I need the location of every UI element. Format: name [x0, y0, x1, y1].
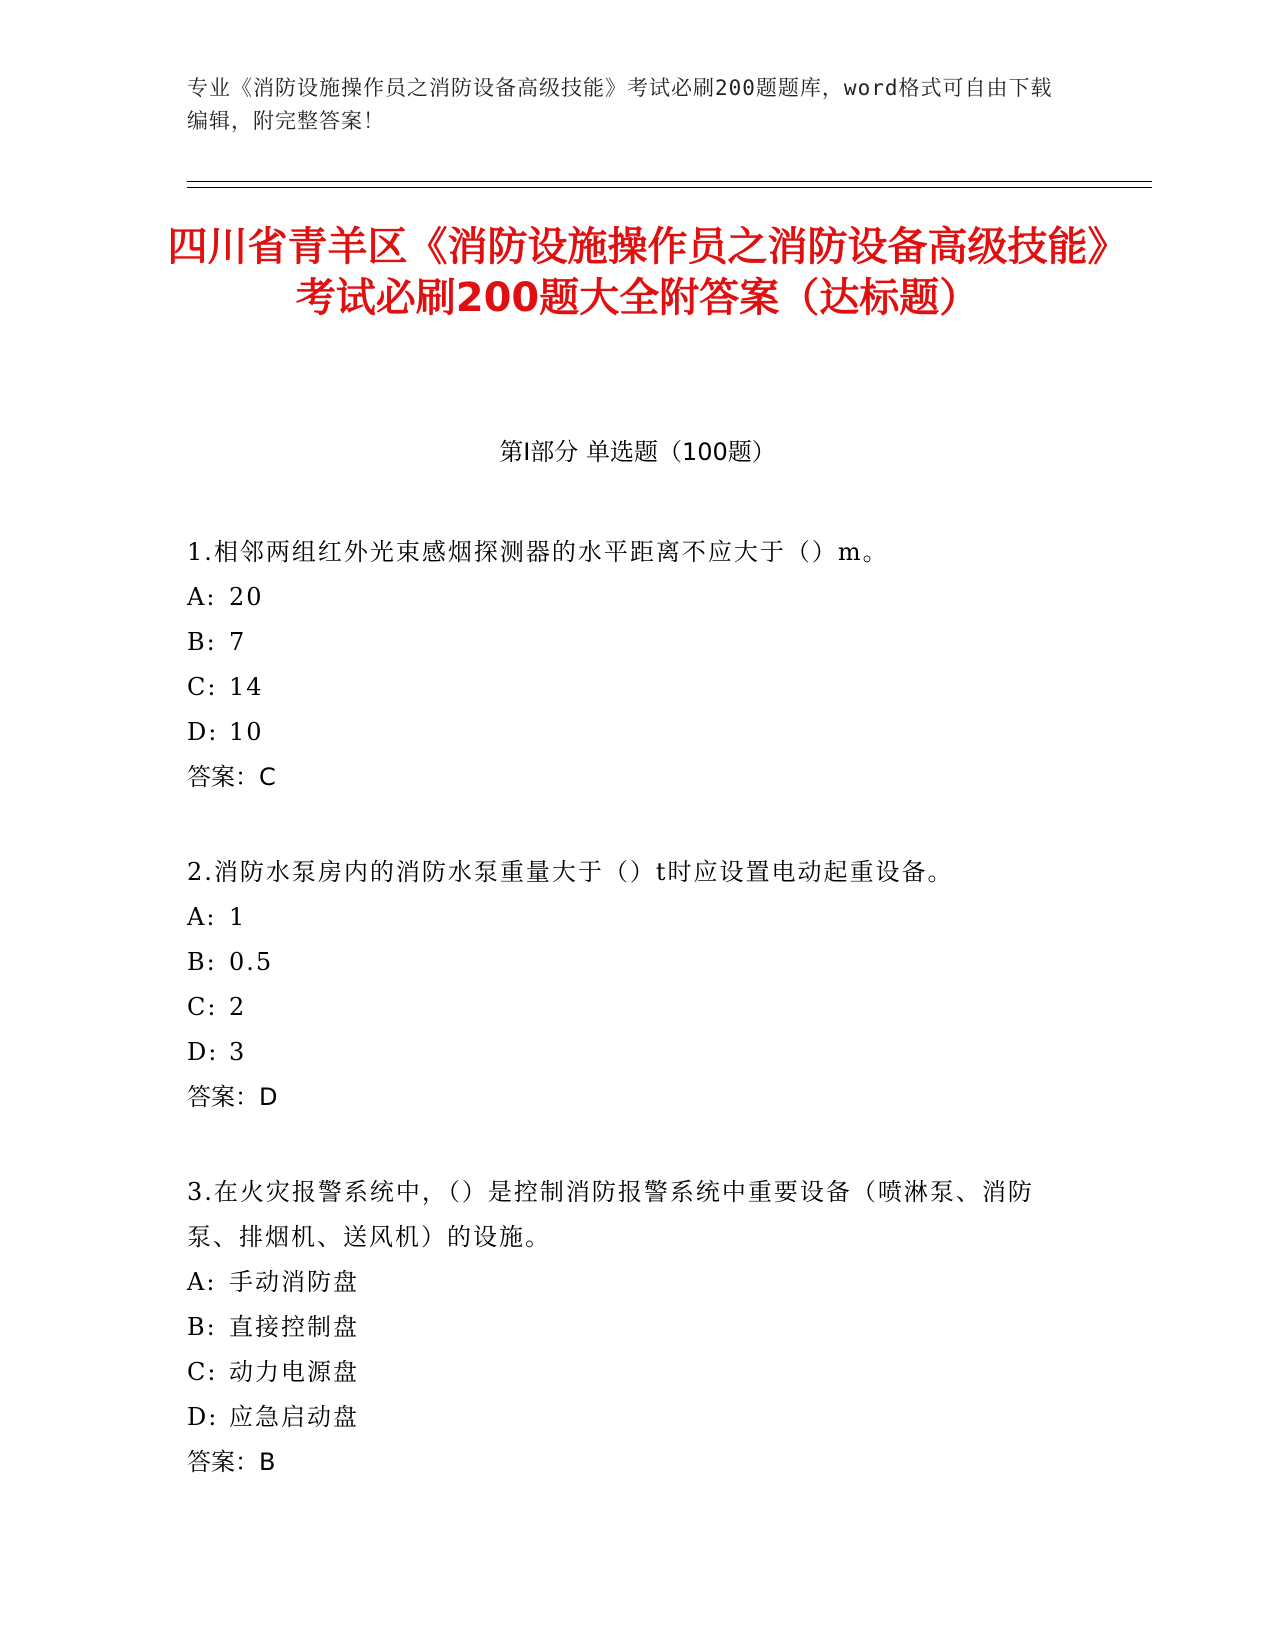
question-item: [187, 1170, 1067, 1485]
option-d: [187, 1395, 1067, 1440]
option-c: [187, 1350, 1067, 1395]
option-text: 动力电源盘: [229, 1358, 359, 1386]
question-item: [187, 530, 1067, 800]
option-text: 14: [229, 673, 264, 701]
option-text: 1: [229, 903, 247, 931]
option-text: 0.5: [229, 948, 274, 976]
answer-line: 答案：B: [187, 1448, 276, 1476]
option-text: 10: [229, 718, 264, 746]
option-letter: D:: [187, 1038, 219, 1066]
question-item: [187, 850, 1067, 1120]
header-note: 专业《消防设施操作员之消防设备高级技能》考试必刷200题题库，word格式可自由下载编辑，附完整答案！: [187, 76, 1053, 133]
option-b: [187, 1305, 1067, 1350]
option-a: [187, 575, 1067, 620]
option-text: 直接控制盘: [229, 1313, 359, 1341]
question-stem: 1.相邻两组红外光束感烟探测器的水平距离不应大于（）m。: [187, 538, 889, 566]
option-letter: D:: [187, 1403, 219, 1431]
option-text: 7: [229, 628, 247, 656]
header-divider-top: [187, 181, 1152, 182]
option-b: [187, 940, 1067, 985]
option-d: [187, 710, 1067, 755]
answer-line: 答案：D: [187, 1083, 278, 1111]
option-c: [187, 985, 1067, 1030]
question-stem: 2.消防水泵房内的消防水泵重量大于（）t时应设置电动起重设备。: [187, 858, 954, 886]
option-d: [187, 1030, 1067, 1075]
option-text: 手动消防盘: [229, 1268, 359, 1296]
answer-line: 答案：C: [187, 763, 276, 791]
option-letter: A:: [187, 903, 217, 931]
option-letter: A:: [187, 1268, 217, 1296]
option-text: 应急启动盘: [229, 1403, 359, 1431]
option-letter: D:: [187, 718, 219, 746]
option-letter: B:: [187, 948, 217, 976]
option-letter: B:: [187, 1313, 217, 1341]
option-b: [187, 620, 1067, 665]
question-stem: 3.在火灾报警系统中，（）是控制消防报警系统中重要设备（喷淋泵、消防泵、排烟机、送风机）的设施。: [187, 1178, 1034, 1251]
option-letter: A:: [187, 583, 217, 611]
option-letter: C:: [187, 1358, 218, 1386]
option-a: [187, 895, 1067, 940]
option-a: [187, 1260, 1067, 1305]
section-heading: 第Ⅰ部分 单选题（100题）: [499, 438, 776, 466]
option-text: 2: [229, 993, 247, 1021]
option-letter: C:: [187, 673, 218, 701]
option-letter: C:: [187, 993, 218, 1021]
option-text: 20: [229, 583, 264, 611]
question-list: [187, 530, 1067, 1535]
document-title: 四川省青羊区《消防设施操作员之消防设备高级技能》考试必刷200题大全附答案（达标题）: [167, 224, 1108, 321]
option-c: [187, 665, 1067, 710]
header-divider-bottom: [187, 187, 1152, 188]
option-text: 3: [229, 1038, 247, 1066]
option-letter: B:: [187, 628, 217, 656]
